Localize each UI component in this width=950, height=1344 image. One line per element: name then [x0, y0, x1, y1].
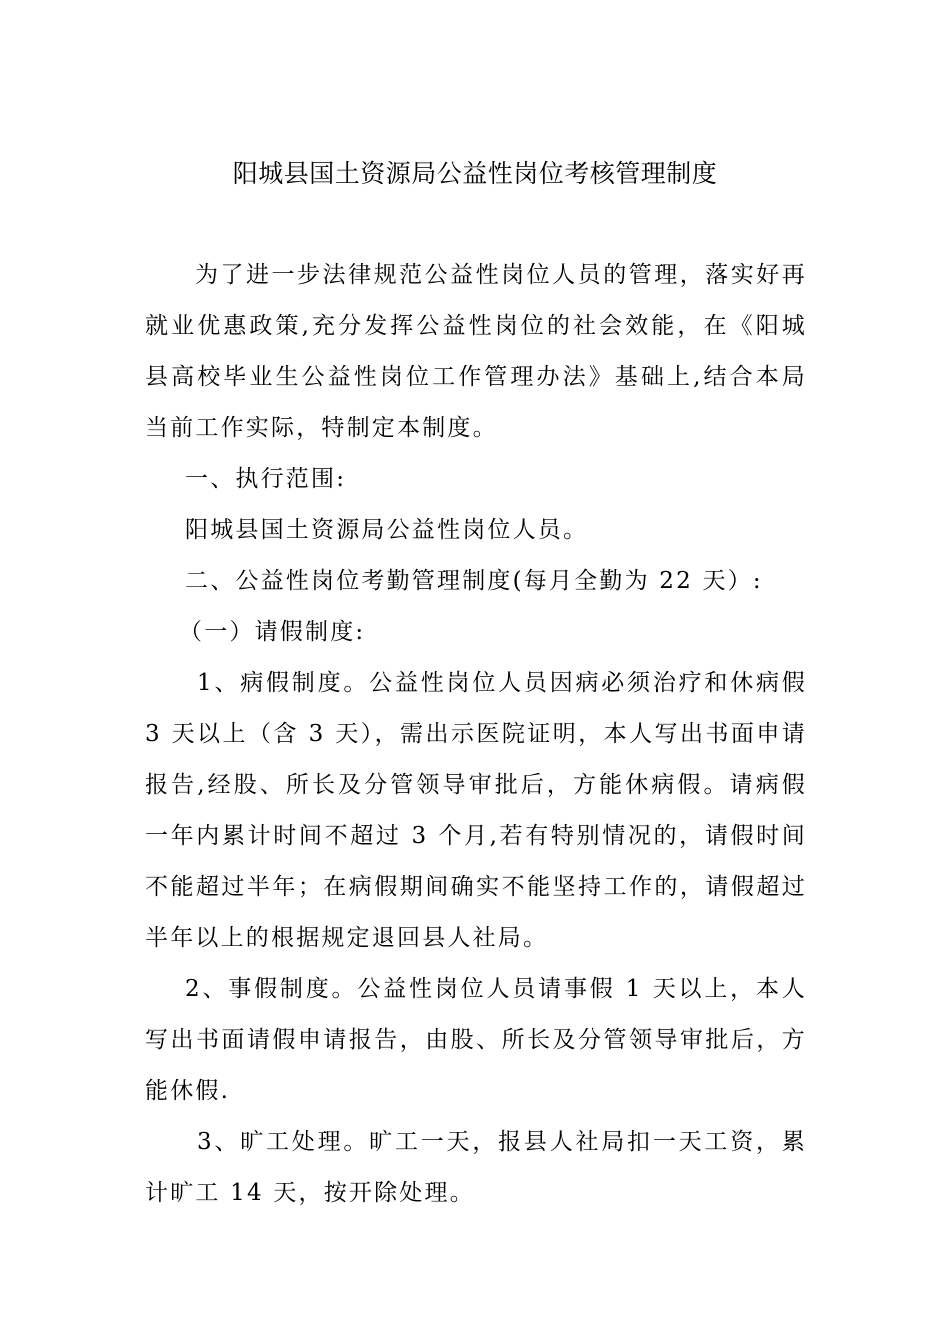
- paragraph-absenteeism: 3、旷工处理。旷工一天，报县人社局扣一天工资，累计旷工 14 天，按开除处理。: [145, 1129, 807, 1206]
- subsection-heading-leave: （一）请假制度:: [179, 619, 366, 645]
- section-heading-attendance: 二、公益性岗位考勤管理制度(每月全勤为 22 天）:: [185, 568, 763, 594]
- paragraph-intro: 为了进一步法律规范公益性岗位人员的管理，落实好再就业优惠政策,充分发挥公益性岗位的社会效能，在《阳城县高校毕业生公益性岗位工作管理办法》基础上,结合本局当前工作实际，特制定本制度。: [145, 262, 807, 441]
- document-body: [145, 250, 807, 1219]
- paragraph-sick-leave: 1、病假制度。公益性岗位人员因病必须治疗和休病假 3 天以上（含 3 天），需出示医院证明，本人写出书面申请报告,经股、所长及分管领导审批后，方能休病假。请病假一年内累计时间不超过 3 个月,若有特别情况的，请假时间不能超过半年；在病假期间确实不能坚持工作的，请假超过半年以上的根据规定退回县人社局。: [145, 670, 807, 951]
- paragraph-personal-leave: 2、事假制度。公益性岗位人员请事假 1 天以上，本人写出书面请假申请报告，由股、所长及分管领导审批后，方能休假.: [145, 976, 807, 1104]
- section-heading-scope: 一、执行范围:: [185, 466, 347, 492]
- document-title: 阳城县国土资源局公益性岗位考核管理制度: [232, 159, 718, 188]
- paragraph-scope: 阳城县国土资源局公益性岗位人员。: [185, 517, 589, 543]
